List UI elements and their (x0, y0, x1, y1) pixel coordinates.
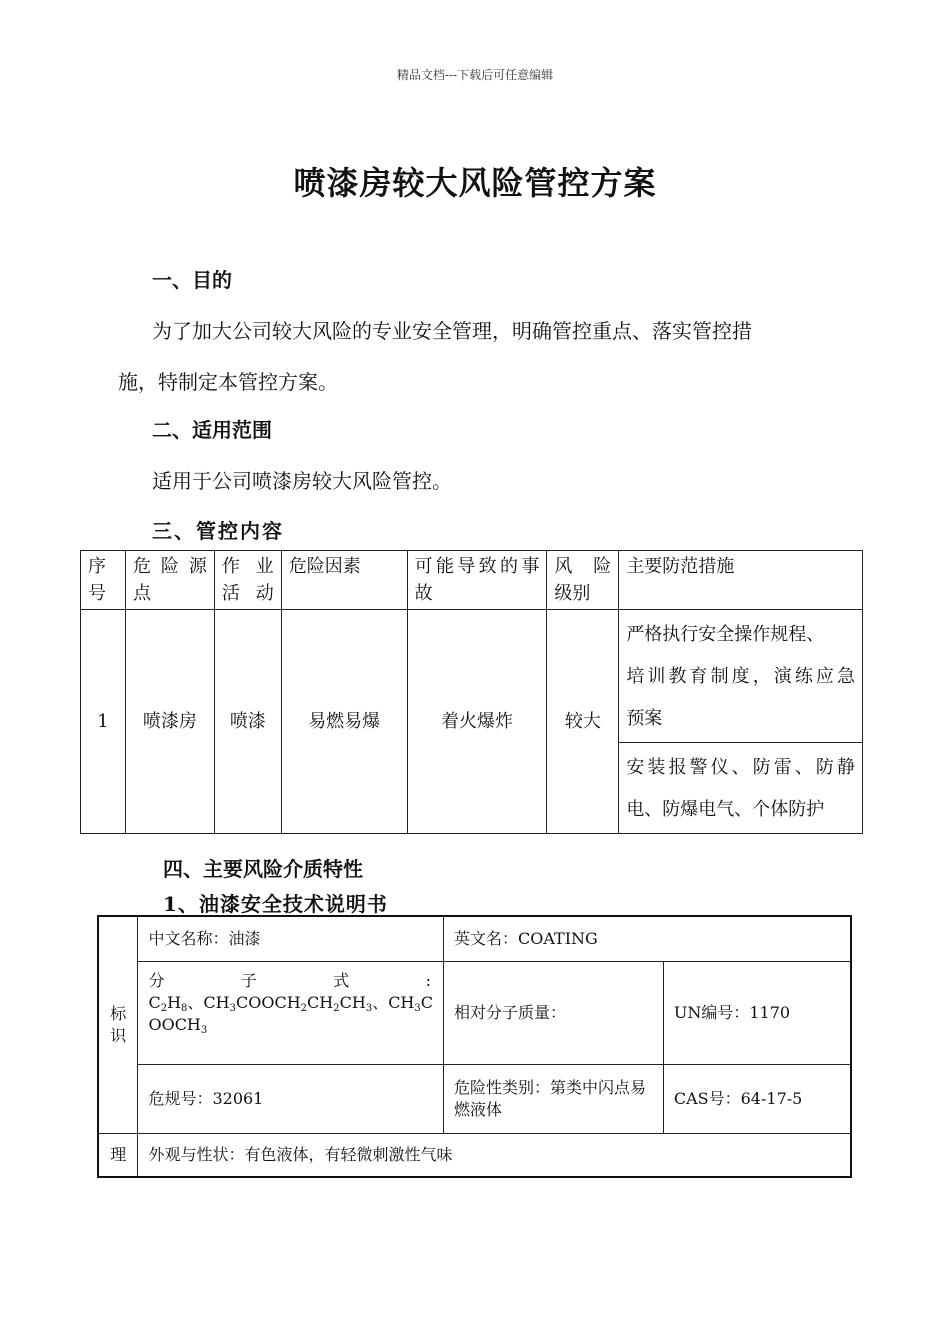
page-title: 喷漆房较大风险管控方案 (293, 164, 657, 202)
msds-un-number: UN编号：1170 (663, 962, 851, 1065)
row-no: 1 (81, 610, 126, 834)
msds-side-identity: 标 识 (98, 916, 138, 1134)
header-source: 危险源 点 (125, 551, 214, 610)
msds-appearance: 外观与性状：有色液体，有轻微刺激性气味 (138, 1134, 851, 1178)
msds-row-appearance (98, 1134, 851, 1178)
section-4-heading: 四、主要风险介质特性 (163, 857, 363, 881)
header-accident: 可能导致的事 故 (407, 551, 547, 610)
msds-row-hazard (98, 1065, 851, 1134)
msds-molecular-mass: 相对分子质量： (444, 962, 664, 1065)
msds-row-names (98, 916, 851, 962)
msds-cn-name: 中文名称：油漆 (138, 916, 444, 962)
section-1-text-line1: 为了加大公司较大风险的专业安全管理，明确管控重点、落实管控措 (152, 319, 752, 343)
header-measures: 主要防范措施 (619, 551, 863, 610)
msds-formula: 分子式: $C_2H_8$、$CH_3COOCH_2CH_2CH_3$、$CH_3C$ $OOCH_3$ (138, 962, 444, 1065)
row-factor: 易燃易爆 (281, 610, 407, 834)
row-measure-2: 安装报警仪、防雷、防静 电、防爆电气、个体防护 (619, 743, 863, 834)
msds-hazard-number: 危规号：32061 (138, 1065, 444, 1134)
msds-cas: CAS号：64-17-5 (663, 1065, 851, 1134)
section-2-heading: 二、适用范围 (152, 418, 272, 442)
msds-side-physical: 理 (98, 1134, 138, 1178)
table-row (81, 610, 863, 743)
row-accident: 着火爆炸 (407, 610, 547, 834)
msds-table (97, 915, 852, 1178)
header-no: 序 号 (81, 551, 126, 610)
row-measure-1: 严格执行安全操作规程、 培训教育制度，演练应急 预案 (619, 610, 863, 743)
header-activity: 作业 活动 (214, 551, 281, 610)
header-note: 精品文档---下载后可任意编辑 (396, 68, 554, 82)
section-4-subheading: 1、油漆安全技术说明书 (163, 892, 388, 916)
header-factor: 危险因素 (281, 551, 407, 610)
msds-row-formula (98, 962, 851, 1065)
row-source: 喷漆房 (125, 610, 214, 834)
section-2-text: 适用于公司喷漆房较大风险管控。 (152, 469, 452, 493)
msds-hazard-class: 危险性类别：第类中闪点易燃液体 (444, 1065, 664, 1134)
row-level: 较大 (547, 610, 619, 834)
control-table-header-row (81, 551, 863, 610)
msds-en-name: 英文名：COATING (444, 916, 851, 962)
section-1-heading: 一、目的 (152, 268, 232, 292)
row-activity: 喷漆 (214, 610, 281, 834)
header-level: 风险 级别 (547, 551, 619, 610)
control-table (80, 550, 863, 834)
section-1-text-line2: 施，特制定本管控方案。 (118, 370, 338, 394)
section-3-heading: 三、管控内容 (152, 519, 284, 543)
